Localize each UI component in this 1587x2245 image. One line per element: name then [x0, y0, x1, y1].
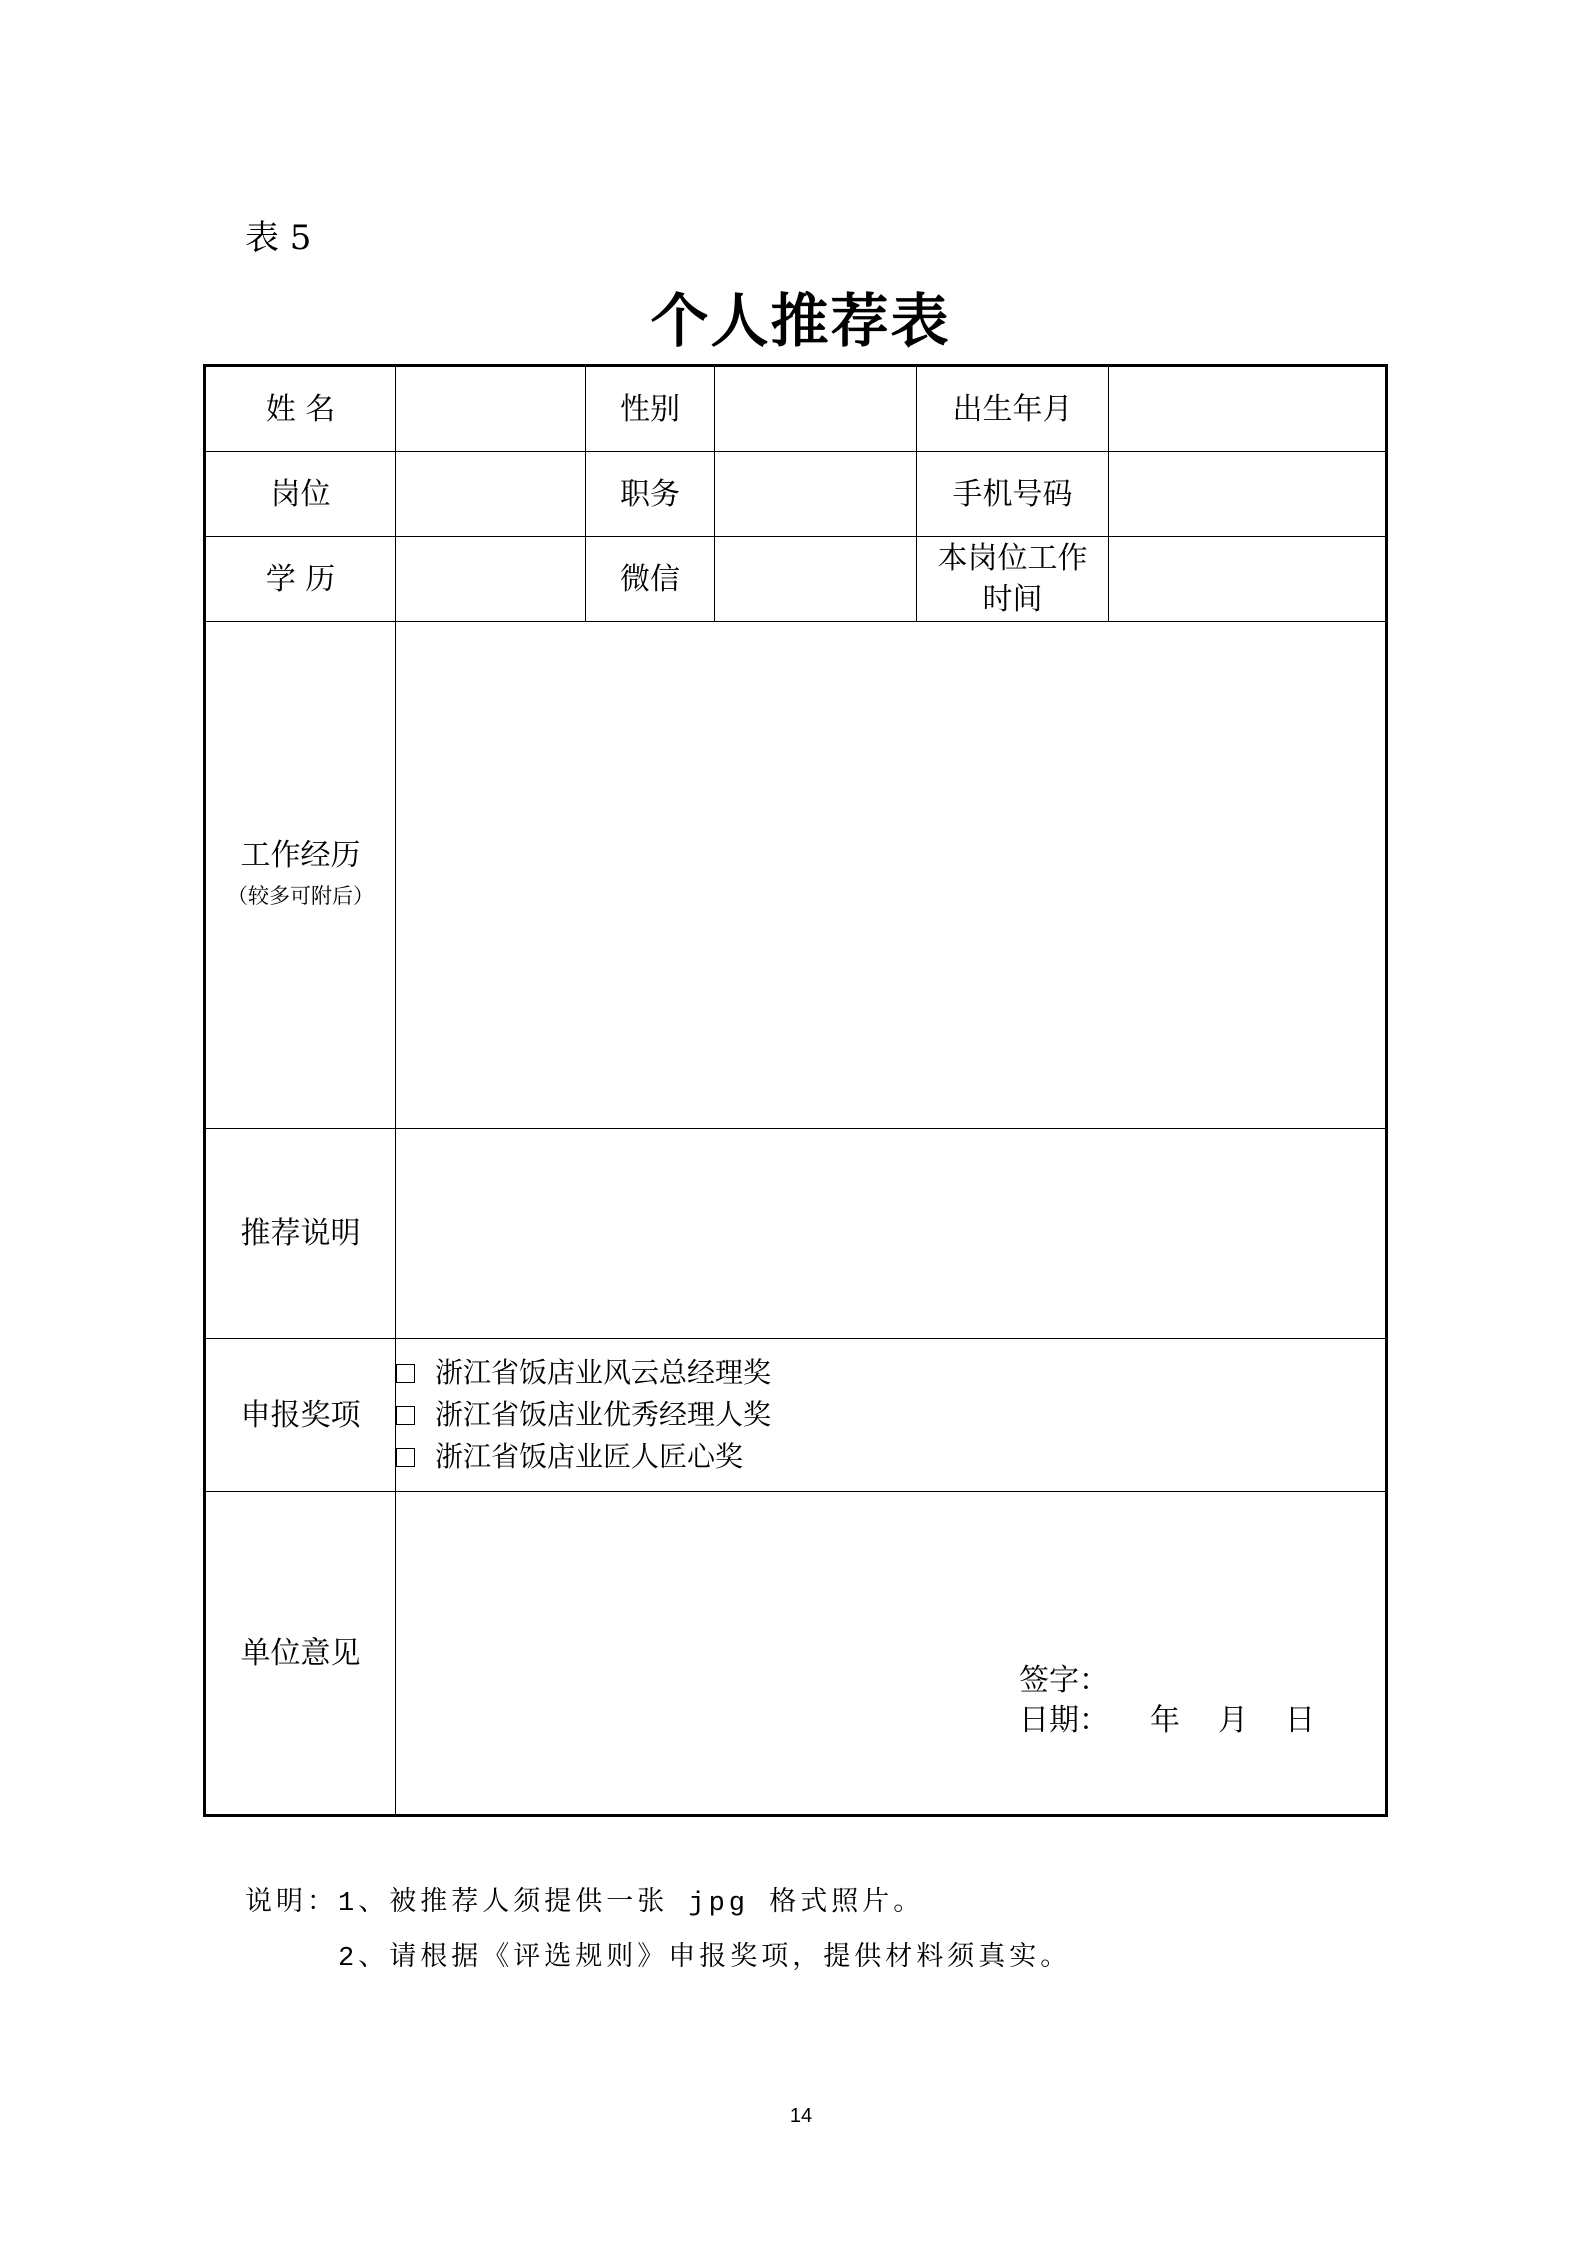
note-item: 2、请根据《评选规则》申报奖项，提供材料须真实。 — [338, 1944, 1072, 1974]
work-history-label: 工作经历 — [240, 837, 361, 873]
date-label: 日期： — [1019, 1703, 1109, 1738]
unit-opinion-value-cell — [396, 1492, 1387, 1816]
recommendation-label: 推荐说明 — [205, 1129, 396, 1339]
award-option-checkbox[interactable] — [396, 1364, 415, 1383]
form-row-basic-info — [205, 366, 1387, 452]
award-option-checkbox[interactable] — [396, 1406, 415, 1425]
tenure-value-cell — [1109, 537, 1387, 622]
form-row-unit-opinion — [205, 1492, 1387, 1816]
wechat-value-cell — [715, 537, 917, 622]
education-label: 学 历 — [205, 537, 396, 622]
award-option — [396, 1394, 1385, 1436]
notes-line-2 — [338, 1939, 1071, 1979]
notes-line-1 — [245, 1884, 924, 1924]
education-value-cell — [396, 537, 586, 622]
gender-value-cell — [715, 366, 917, 452]
award-option — [396, 1352, 1385, 1394]
duty-label: 职务 — [586, 452, 715, 537]
form-row-award — [205, 1339, 1387, 1492]
birth-date-value-cell — [1109, 366, 1387, 452]
position-value-cell — [396, 452, 586, 537]
tenure-label-line1: 本岗位工作 — [937, 541, 1088, 576]
note-item: 1、被推荐人须提供一张 jpg 格式照片。 — [338, 1889, 925, 1919]
wechat-label: 微信 — [586, 537, 715, 622]
award-option-label: 浙江省饭店业匠人匠心奖 — [435, 1440, 744, 1473]
name-label: 姓 名 — [205, 366, 396, 452]
tenure-label-line2: 时间 — [982, 582, 1043, 617]
unit-opinion-label: 单位意见 — [205, 1492, 396, 1816]
recommendation-value-cell — [396, 1129, 1387, 1339]
gender-label: 性别 — [586, 366, 715, 452]
duty-value-cell — [715, 452, 917, 537]
form-row-recommendation — [205, 1129, 1387, 1339]
award-label: 申报奖项 — [205, 1339, 396, 1492]
work-history-label-cell — [205, 622, 396, 1129]
work-history-note: （较多可附后） — [227, 883, 374, 908]
phone-label: 手机号码 — [917, 452, 1109, 537]
date-year-label: 年 — [1150, 1703, 1180, 1738]
signature-label: 签字： — [1019, 1663, 1109, 1698]
award-option-checkbox[interactable] — [396, 1448, 415, 1467]
page-number: 14 — [789, 2105, 813, 2127]
award-option — [396, 1436, 1385, 1478]
form-row-education-info — [205, 537, 1387, 622]
table-number-label: 表 5 — [245, 218, 312, 258]
award-options-cell — [396, 1339, 1387, 1492]
birth-date-label: 出生年月 — [917, 366, 1109, 452]
tenure-label — [917, 537, 1109, 622]
form-row-job-info — [205, 452, 1387, 537]
notes-prefix: 说明： — [245, 1889, 338, 1919]
award-option-label: 浙江省饭店业风云总经理奖 — [435, 1356, 772, 1389]
phone-value-cell — [1109, 452, 1387, 537]
form-row-work-history — [205, 622, 1387, 1129]
date-day-label: 日 — [1285, 1703, 1315, 1738]
name-value-cell — [396, 366, 586, 452]
position-label: 岗位 — [205, 452, 396, 537]
recommendation-form-table — [203, 364, 1388, 1817]
award-option-label: 浙江省饭店业优秀经理人奖 — [435, 1398, 772, 1431]
date-month-label: 月 — [1218, 1703, 1248, 1738]
page-title: 个人推荐表 — [650, 287, 951, 355]
work-history-value-cell — [396, 622, 1387, 1129]
